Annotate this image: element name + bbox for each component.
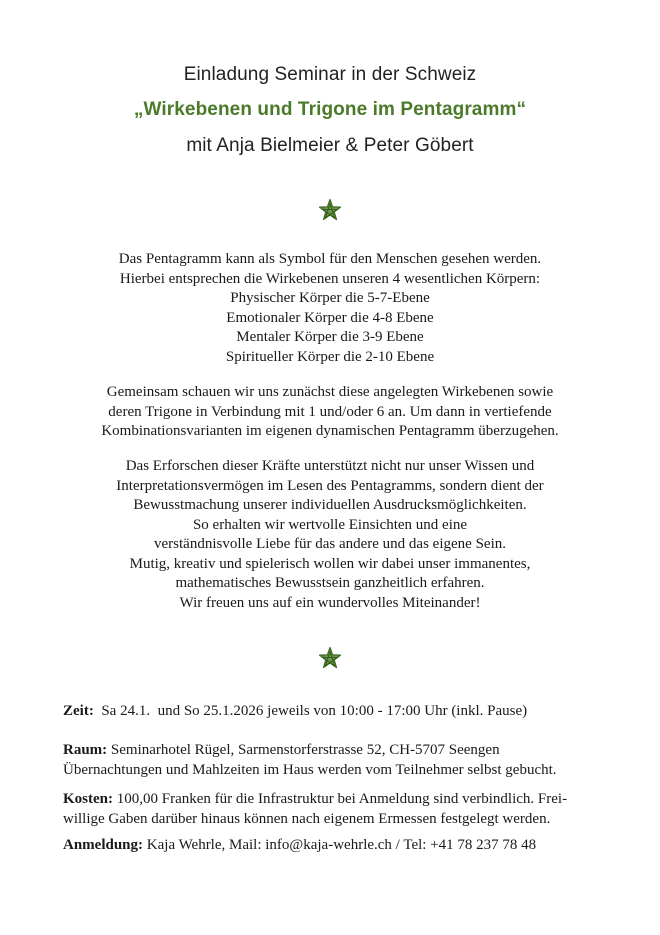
intro-line: Emotionaler Körper die 4-8 Ebene: [226, 309, 434, 326]
kosten-label: Kosten:: [63, 791, 113, 807]
raum-text: Seminarhotel Rügel, Sarmenstorferstrasse 52, CH-5707 Seengen: [110, 742, 500, 758]
paragraph-line: Interpretationsvermögen im Lesen des Pentagramms, sondern dient der: [116, 477, 544, 494]
detail-anmeldung: [63, 836, 623, 856]
raum-label: Raum:: [63, 742, 108, 758]
paragraph-3: [40, 457, 620, 613]
detail-raum: [63, 741, 623, 780]
intro-paragraph: [40, 250, 620, 367]
header-line-invitation: Einladung Seminar in der Schweiz: [183, 64, 477, 85]
pentagram-star-icon: [318, 646, 342, 670]
paragraph-line: Das Erforschen dieser Kräfte unterstützt nicht nur unser Wissen und: [125, 458, 535, 474]
paragraph-line: Mutig, kreativ und spielerisch wollen wir dabei unser immanentes,: [129, 555, 531, 572]
kosten-text: 100,00 Franken für die Infrastruktur bei Anmeldung sind verbindlich. Frei-: [116, 791, 568, 807]
intro-line: Physischer Körper die 5-7-Ebene: [230, 290, 430, 306]
paragraph-2: [40, 383, 620, 442]
kosten-line-2: willige Gaben darüber hinaus können nach eigenem Ermessen festgelegt werden.: [63, 810, 551, 827]
anmeldung-label: Anmeldung:: [63, 837, 144, 853]
intro-line: Mentaler Körper die 3-9 Ebene: [236, 329, 424, 345]
intro-line: Das Pentagramm kann als Symbol für den Menschen gesehen werden.: [118, 251, 542, 267]
paragraph-line: verständnisvolle Liebe für das andere und das eigene Sein.: [154, 536, 506, 552]
pentagram-star-icon: [318, 198, 342, 222]
paragraph-line: Bewusstmachung unserer individuellen Ausdrucksmöglichkeiten.: [133, 497, 527, 513]
intro-line: Spiritueller Körper die 2-10 Ebene: [225, 348, 435, 365]
zeit-text: Sa 24.1. und So 25.1.2026 jeweils von 10:00 - 17:00 Uhr (inkl. Pause): [101, 703, 528, 719]
zeit-label: Zeit:: [63, 703, 94, 719]
anmeldung-text[interactable]: Kaja Wehrle, Mail: info@kaja-wehrle.ch / Tel: +41 78 237 78 48: [146, 837, 537, 853]
raum-line-2: Übernachtungen und Mahlzeiten im Haus werden vom Teilnehmer selbst gebucht.: [63, 761, 557, 778]
paragraph-line: Wir freuen uns auf ein wundervolles Miteinander!: [179, 594, 481, 611]
paragraph-line: mathematisches Bewusstsein ganzheitlich erfahren.: [175, 575, 485, 591]
paragraph-line: Gemeinsam schauen wir uns zunächst diese angelegten Wirkebenen sowie: [106, 384, 554, 400]
header-line-presenters: mit Anja Bielmeier & Peter Göbert: [186, 135, 474, 156]
paragraph-line: Kombinationsvarianten im eigenen dynamischen Pentagramm überzugehen.: [101, 423, 559, 439]
seminar-title: „Wirkebenen und Trigone im Pentagramm“: [133, 99, 527, 120]
detail-kosten: [63, 790, 623, 829]
intro-line: Hierbei entsprechen die Wirkebenen unseren 4 wesentlichen Körpern:: [119, 270, 541, 287]
paragraph-line: So erhalten wir wertvolle Einsichten und eine: [192, 516, 468, 533]
detail-zeit: [63, 702, 623, 722]
paragraph-line: deren Trigone in Verbindung mit 1 und/oder 6 an. Um dann in vertiefende: [108, 403, 552, 420]
